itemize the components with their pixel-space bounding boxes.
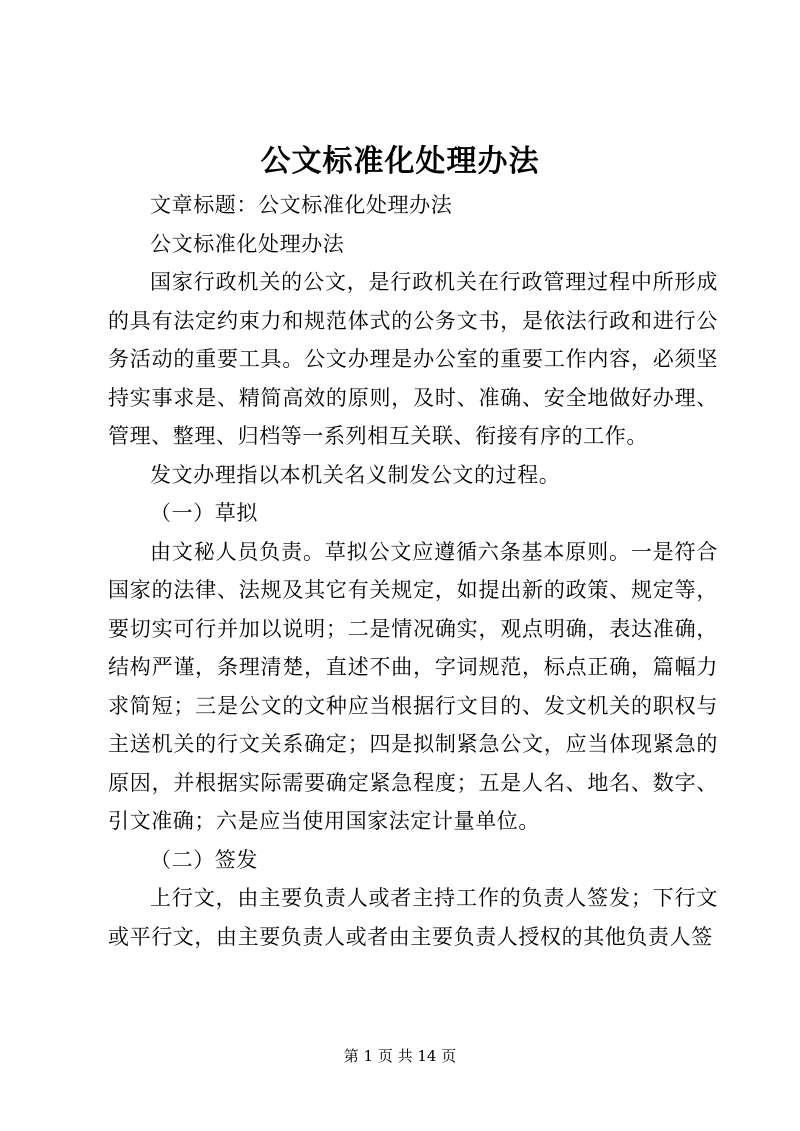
document-body [108, 186, 718, 956]
definition-paragraph: 发文办理指以本机关名义制发公文的过程。 [150, 462, 561, 487]
section-heading-drafting: （一）草拟 [150, 501, 258, 525]
document-title: 公文标准化处理办法 [260, 144, 540, 179]
signing-paragraph: 上行文，由主要负责人或者主持工作的负责人签发；下行文或平行文，由主要负责人或者由主要负责人授权的其他负责人签 [108, 886, 718, 949]
drafting-paragraph: 由文秘人员负责。草拟公文应遵循六条基本原则。一是符合国家的法律、法规及其它有关规定，如提出新的政策、规定等，要切实可行并加以说明；二是情况确实，观点明确，表达准确，结构严谨，条理清楚，直述不曲，字词规范，标点正确，篇幅力求简短；三是公文的文种应当根据行文目的、发文机关的职权与主送机关的行文关系确定；四是拟制紧急公文，应当体现紧急的原因，并根据实际需要确定紧急程度；五是人名、地名、数字、引文准确；六是应当使用国家法定计量单位。 [108, 539, 718, 833]
intro-paragraph: 国家行政机关的公文，是行政机关在行政管理过程中所形成的具有法定约束力和规范体式的公务文书，是依法行政和进行公务活动的重要工具。公文办理是办公室的重要工作内容，必须坚持实事求是、精简高效的原则，及时、准确、安全地做好办理、管理、整理、归档等一系列相互关联、衔接有序的工作。 [108, 270, 718, 448]
page-number-footer: 第 1 页 共 14 页 [343, 1047, 457, 1065]
subtitle-line: 公文标准化处理办法 [150, 231, 345, 256]
article-title-line: 文章标题：公文标准化处理办法 [150, 193, 453, 217]
section-heading-signing: （二）签发 [150, 847, 258, 872]
